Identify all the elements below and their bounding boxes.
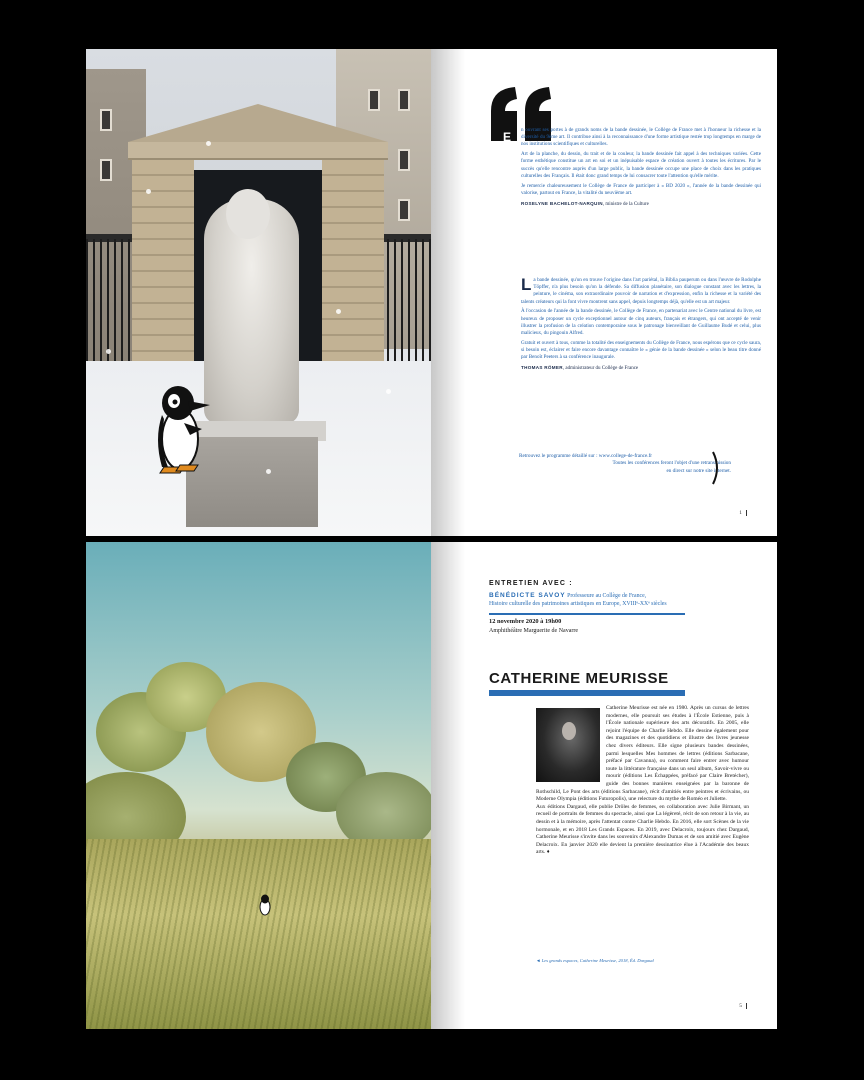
dropcap-e: E (503, 130, 512, 144)
spread-top (86, 49, 777, 536)
entablature (128, 142, 388, 160)
page-number: 5 (739, 1003, 747, 1009)
pediment (128, 104, 388, 142)
snowflake (106, 349, 111, 354)
portrait-face (562, 722, 576, 740)
event-date: 12 novembre 2020 à 19h00 (489, 618, 562, 625)
signature: ROSELYNE BACHELOT-NARQUIN, ministre de la Culture (521, 200, 649, 207)
author-name: CATHERINE MEURISSE (489, 670, 669, 687)
snowflake (206, 141, 211, 146)
paragraph: n ouvrant ses portes à de grands noms de la bande dessinée, le Collège de France met à l'honneur la richesse et la diversité du 9ème art. Il contribue ainsi à la reconnaissance d'une forme artistique restée trop longtemps en marge de nos institutions scientifiques et culturelles. (521, 127, 761, 148)
paragraph: À l'occasion de l'année de la bande dessinée, le Collège de France, en partenariat avec le Centre national du livre, est heureux de proposer un cycle exceptionnel autour de cinq auteurs, français et étrangers, qui ont accepté de venir illustrer la profusion de la création contemporaine sous le patronage bienveillant de Guillaume Budé et celui, plus malicieux, du pingouin Alfred. (521, 308, 761, 337)
parenthesis-icon (711, 451, 721, 485)
penguin-icon (258, 894, 272, 916)
text-page-author (431, 542, 777, 1029)
photo-grassland-illustration (86, 542, 431, 1029)
snowflake (146, 189, 151, 194)
image-caption: ◄ Les grands espaces, Catherine Meurisse, 2018, Éd. Dargaud (536, 958, 654, 963)
snowflake (336, 309, 341, 314)
guest-chair: Histoire culturelle des patrimoines artistiques en Europe, XVIIIᵉ-XXᵉ siècles (489, 601, 667, 607)
paragraph: Art de la planche, du dessin, du trait et de la couleur, la bande dessinée fait appel à des techniques variées. Cette forme esthétique constitue un art en soi et un inépuisable espace de création ouvert à toutes les écritures. Par le succès qu'elle rencontre auprès d'un large public, la bande dessinée occupe une place de choix dans les pratiques culturelles des Français. Il était donc grand temps de lui consacrer toute l'attention qu'elle mérite. (521, 151, 761, 179)
pillar-right (322, 160, 384, 394)
guest-name: BÉNÉDICTE SAVOY (489, 592, 566, 599)
spread-bottom (86, 542, 777, 1029)
intro-text (521, 127, 761, 208)
second-text (521, 277, 761, 372)
snowflake (386, 389, 391, 394)
paragraph: Gratuit et ouvert à tous, comme la totalité des enseignements du Collège de France, nous espérons que ce cycle saura, si besoin est, éclairer et faire encore davantage connaître le « génie de la bande dessinée » selon le beau titre donné par Benoît Peeters à sa conférence inaugurale. (521, 339, 761, 361)
window (398, 89, 410, 111)
window (100, 159, 112, 181)
meadow (86, 839, 431, 1029)
penguin-icon (154, 379, 212, 475)
pillar-left (132, 160, 194, 394)
paragraph: Aux éditions Dargaud, elle publie Drôles de femmes, en collaboration avec Julie Birmant, un recueil de portraits de femmes du spectacle, ainsi que La légèreté, récit de son retour à la vie, au dessin et à la mémoire, après l'attentat contre Charlie Hebdo. En 2016, elle sort Scènes de la vie hormonale, et en 2018 Les Grands Espaces. En 2019, avec Delacroix, toujours chez Dargaud, Catherine Meurisse s'invite dans les souvenirs d'Alexandre Dumas et de son amitié avec Eugène Delacroix. En janvier 2020 elle devient la première dessinatrice élue à l'Académie des beaux arts. ♦ (536, 803, 749, 856)
author-portrait (536, 708, 600, 782)
program-link[interactable]: Retrouvez le programme détaillé sur : www.college-de-france.fr (519, 453, 653, 459)
divider (489, 613, 685, 615)
broadcast-note: Toutes les conférences feront l'objet d'une retransmission (612, 460, 731, 467)
event-venue: Amphithéâtre Marguerite de Navarre (489, 628, 579, 634)
divider (489, 690, 685, 696)
dropcap-l: L (521, 275, 532, 294)
broadcast-note-2: en direct sur notre site internet. (666, 467, 731, 474)
page-number: 1 (739, 510, 747, 516)
text-page-editorial (431, 49, 777, 536)
photo-snowy-courtyard (86, 49, 431, 536)
window (398, 199, 410, 221)
paragraph: Catherine Meurisse est née en 1980. Après un cursus de lettres modernes, elle poursuit ses études à l'École Estienne, puis à l'École nationale supérieure des arts décoratifs. En 2005, elle rejoint l'équipe de Charlie Hebdo. Elle dessine également pour des magazines et des quotidiens et illustre des livres jeunesse chez divers éditeurs. Elle signe plusieurs bandes dessinées, parmi lesquelles Mes hommes de lettres (éditions Sarbacane, préfacé par Cavanna), ou comment faire entrer avec humour toute la littérature française dans un seul album, Savoir-vivre ou mourir (éditions Les Échappées, préfacé par Claire Bretécher), guide des bonnes manières enseignées par la baronne de Rothschild, Le Pont des arts (éditions Sarbacane), récit d'amitiés entre peintres et écrivains, ou Moderne Olympia (éditions Futuropolis), une relecture du mythe de Roméo et Juliette. (536, 705, 749, 803)
guest-title: Professeure au Collège de France, (565, 593, 647, 599)
kicker: ENTRETIEN AVEC : (489, 580, 573, 587)
statue-head (226, 189, 270, 239)
signature: THOMAS RÖMER, administrateur du Collège de France (521, 365, 639, 372)
window (398, 149, 410, 171)
window (100, 109, 112, 131)
guest-info (489, 592, 749, 608)
snowflake (266, 469, 271, 474)
paragraph: La bande dessinée, qu'on en trouve l'origine dans l'art pariétal, la Biblia pauperum ou dans l'œuvre de Rodolphe Töpffer, n'a plus besoin qu'on la défende. Sa diffusion planétaire, son dialogue constant avec les lettres, la peinture, le cinéma, son extraordinaire pouvoir de narration et d'expression, enfin la richesse et la variété des talents créateurs qui la font vivre montrent sans appel, depuis longtemps déjà, qu'elle est un art majeur. (521, 275, 761, 305)
paragraph: Je remercie chaleureusement le Collège de France de participer à « BD 2020 », l'année de la bande dessinée qui valorise, partout en France, la vitalité du neuvième art. (521, 182, 761, 196)
